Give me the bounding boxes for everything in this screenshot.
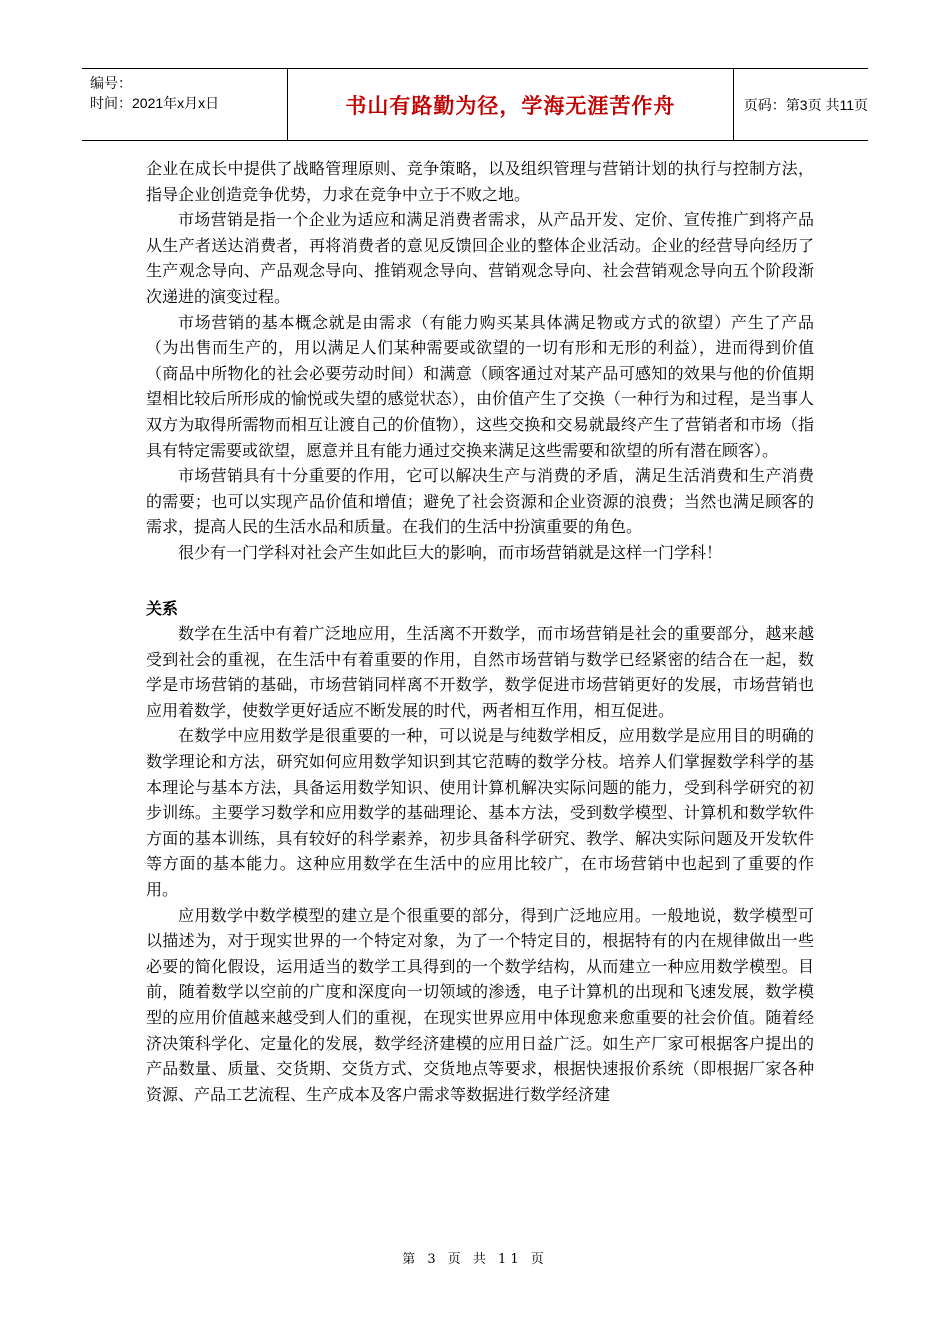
page-footer: 第 3 页 共 11 页 <box>402 1252 548 1267</box>
body-paragraph: 很少有一门学科对社会产生如此巨大的影响，而市场营销就是这样一门学科！ <box>178 542 723 562</box>
header-motto: 书山有路勤为径，学海无涯苦作舟 <box>288 69 734 140</box>
section-heading: 关系 <box>146 598 179 618</box>
header-page-number: 页码：第3页 共11页 <box>743 96 868 113</box>
body-paragraph: 市场营销具有十分重要的作用，它可以解决生产与消费的矛盾，满足生活消费和生产消费的需要；也可以实现产品价值和增值；避免了社会资源和企业资源的浪费；当然也满足顾客的需求，提高人民的生活水品和质量。在我们的生活中扮演重要的角色。 <box>146 466 814 537</box>
body-paragraph: 应用数学中数学模型的建立是个很重要的部分，得到广泛地应用。一般地说，数学模型可以描述为，对于现实世界的一个特定对象，为了一个特定目的，根据特有的内在规律做出一些必要的简化假设，运用适当的数学工具得到的一个数学结构，从而建立一种应用数学模型。目前，随着数学以空前的广度和深度向一切领域的渗透，电子计算机的出现和飞速发展，数学模型的应用价值越来越受到人们的重视，在现实世界应用中体现愈来愈重要的社会价值。随着经济决策科学化、定量化的发展，数学经济建模的应用日益广泛。如生产厂家可根据客户提出的产品数量、质量、交货期、交货方式、交货地点等要求，根据快速报价系统（即根据厂家各种资源、产品工艺流程、生产成本及客户需求等数据进行数学经济建 <box>146 905 814 1104</box>
header-meta <box>82 69 288 140</box>
body-paragraph: 市场营销是指一个企业为适应和满足消费者需求，从产品开发、定价、宣传推广到将产品从生产者送达消费者，再将消费者的意见反馈回企业的整体企业活动。企业的经营导向经历了生产观念导向、产品观念导向、推销观念导向、营销观念导向、社会营销观念导向五个阶段渐次递进的演变过程。 <box>146 210 814 306</box>
body-paragraph: 数学在生活中有着广泛地应用，生活离不开数学，而市场营销是社会的重要部分，越来越受到社会的重视，在生活中有着重要的作用，自然市场营销与数学已经紧密的结合在一起，数学是市场营销的基础，市场营销同样离不开数学，数学促进市场营销更好的发展，市场营销也应用着数学，使数学更好适应不断发展的时代，两者相互作用，相互促进。 <box>146 624 814 720</box>
document-body <box>146 156 814 1107</box>
page-header <box>82 68 868 141</box>
body-paragraph: 市场营销的基本概念就是由需求（有能力购买某具体满足物或方式的欲望）产生了产品（为出售而生产的，用以满足人们某种需要或欲望的一切有形和无形的利益），进而得到价值（商品中所物化的社会必要劳动时间）和满意（顾客通过对某产品可感知的效果与他的价值期望相比较后所形成的愉悦或失望的感觉状态），由价值产生了交换（一种行为和过程，是当事人双方为取得所需物而相互让渡自己的价值物），这些交换和交易就最终产生了营销者和市场（指具有特定需要或欲望，愿意并且有能力通过交换来满足这些需要和欲望的所有潜在顾客）。 <box>146 312 814 460</box>
body-paragraph: 在数学中应用数学是很重要的一种，可以说是与纯数学相反，应用数学是应用目的明确的数学理论和方法，研究如何应用数学知识到其它范畴的数学分枝。培养人们掌握数学科学的基本理论与基本方法，具备运用数学知识、使用计算机解决实际问题的能力，受到科学研究的初步训练。主要学习数学和应用数学的基础理论、基本方法，受到数学模型、计算机和数学软件方面的基本训练，具有较好的科学素养，初步具备科学研究、教学、解决实际问题及开发软件等方面的基本能力。这种应用数学在生活中的应用比较广，在市场营销中也起到了重要的作用。 <box>146 726 814 900</box>
body-paragraph: 企业在成长中提供了战略管理原则、竞争策略，以及组织管理与营销计划的执行与控制方法，指导企业创造竞争优势，力求在竞争中立于不败之地。 <box>146 159 814 204</box>
document-number-label: 编号： <box>90 75 132 91</box>
document-time-label: 时间：2021年x月x日 <box>90 95 220 111</box>
